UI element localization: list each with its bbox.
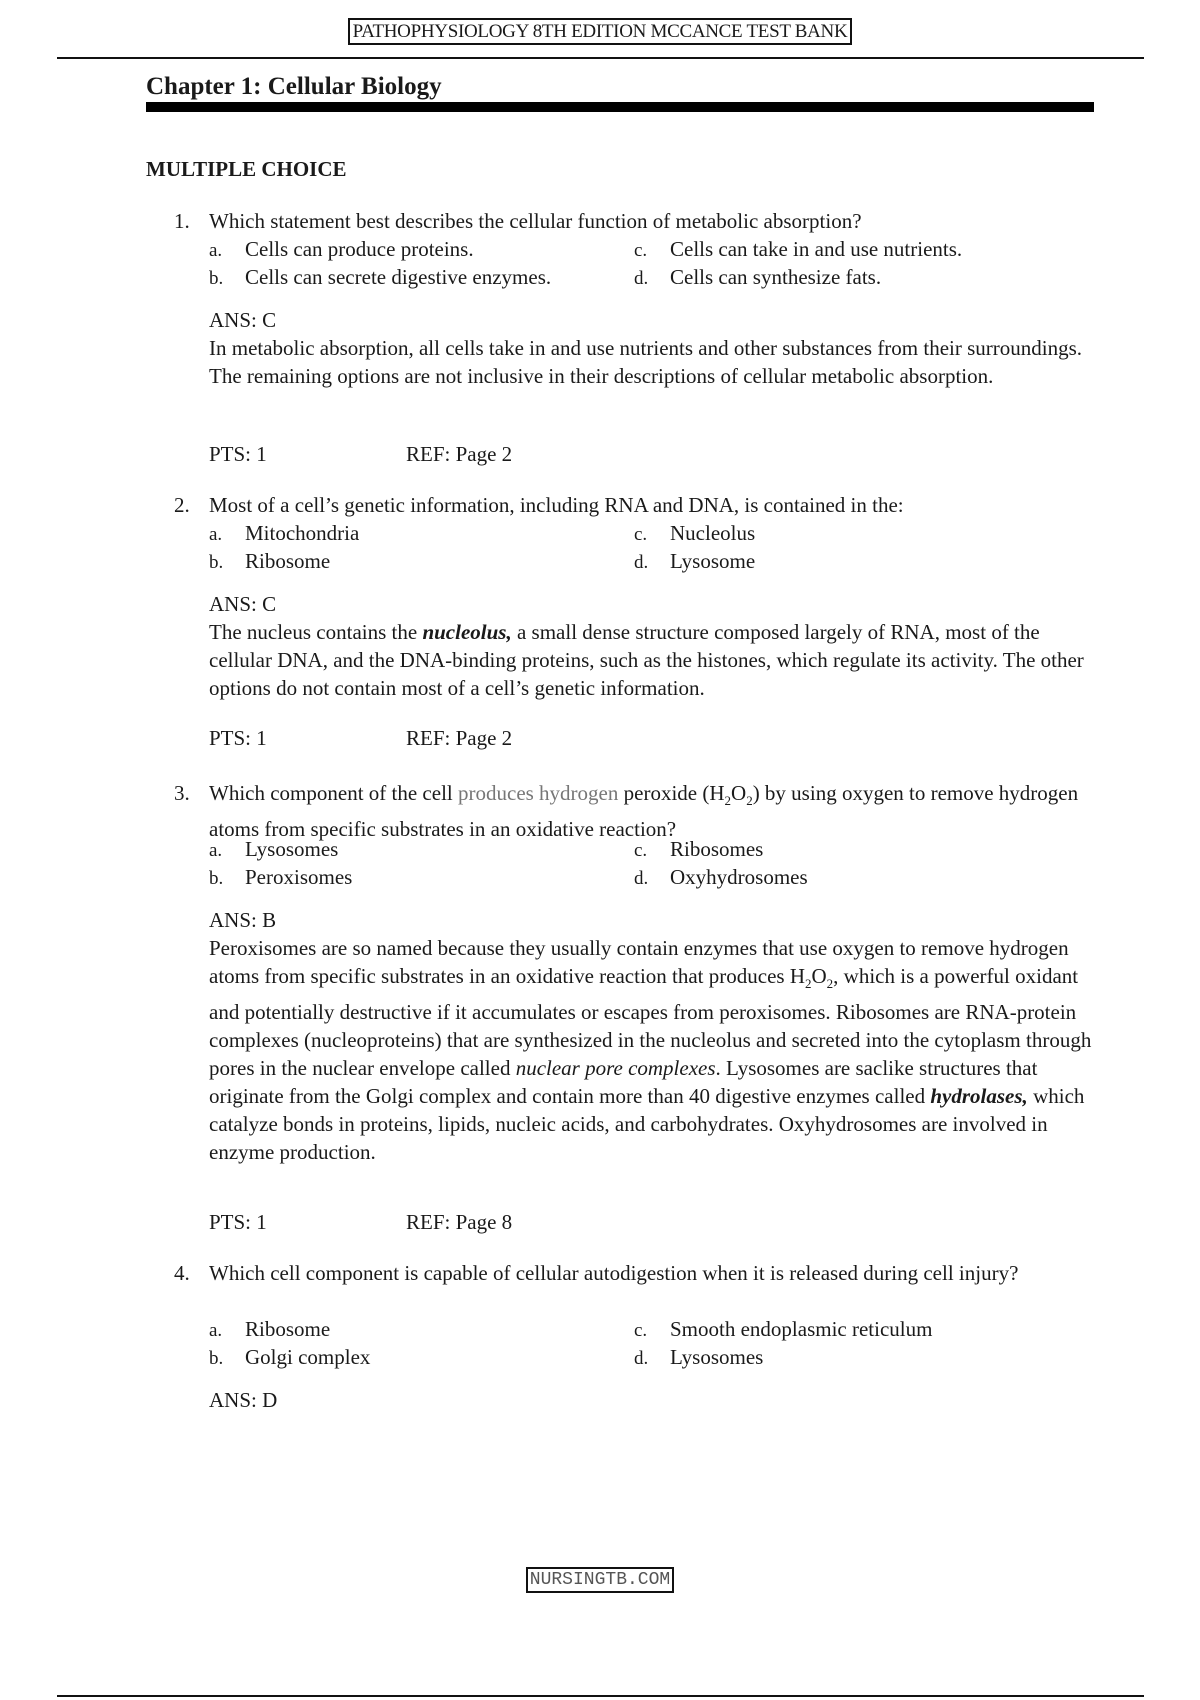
choice-text: Cells can secrete digestive enzymes. — [245, 265, 552, 289]
rationale-emphasis: nuclear pore complexes — [515, 1056, 716, 1081]
question-text-part: Which component of the cell — [209, 781, 458, 805]
choice-a[interactable] — [209, 519, 359, 547]
choice-text: Golgi complex — [245, 1345, 371, 1369]
question-number: 4. — [174, 1261, 190, 1285]
question-text: Which cell component is capable of cellular autodigestion when it is released during cell injury? — [209, 1261, 1019, 1285]
question-text-part: O — [731, 781, 747, 805]
answer-key: ANS: D — [209, 1388, 278, 1412]
choice-letter: b. — [209, 552, 224, 573]
choice-text: Cells can take in and use nutrients. — [670, 237, 963, 261]
choice-text: Lysosome — [670, 549, 756, 573]
subscript: 2 — [826, 976, 834, 992]
answer-key: ANS: C — [209, 592, 277, 616]
choice-letter: a. — [209, 1320, 223, 1341]
answer-key: ANS: C — [209, 308, 277, 332]
choice-d[interactable] — [634, 263, 881, 291]
choice-letter: c. — [634, 524, 648, 545]
choice-d[interactable] — [634, 1343, 763, 1371]
choice-c[interactable] — [634, 1315, 932, 1343]
question-text-part: produces hydrogen — [458, 781, 619, 805]
choice-letter: c. — [634, 1320, 648, 1341]
choice-text: Cells can synthesize fats. — [670, 265, 882, 289]
top-divider — [57, 57, 1144, 59]
rationale-text: O — [811, 964, 827, 988]
choice-letter: d. — [634, 268, 649, 289]
choice-b[interactable] — [209, 863, 352, 891]
choice-text: Ribosome — [245, 549, 331, 573]
choice-letter: a. — [209, 524, 223, 545]
answer-key: ANS: B — [209, 908, 277, 932]
question-text-part: peroxide (H — [618, 781, 725, 805]
choice-a[interactable] — [209, 235, 474, 263]
choice-letter: b. — [209, 868, 224, 889]
points: PTS: 1 — [209, 726, 267, 750]
rationale-text: , which is a powerful oxidant and potentially destructive if it accumulates or escapes from peroxisomes. Ribosomes are RNA-protein complexes (nucleoproteins) that are synthesized in the nucleolus and secreted into the cytoplasm through pores in the nuclear envelope called — [209, 964, 1092, 1081]
choice-text: Peroxisomes — [245, 865, 353, 889]
choice-text: Lysosomes — [670, 1345, 764, 1369]
question-number: 3. — [174, 781, 190, 805]
choice-letter: d. — [634, 868, 649, 889]
choice-b[interactable] — [209, 263, 551, 291]
choice-text: Nucleolus — [670, 521, 756, 545]
points-reference — [209, 440, 513, 468]
chapter-title: Chapter 1: Cellular Biology — [146, 73, 442, 100]
page-reference: REF: Page 8 — [406, 1210, 513, 1234]
choice-c[interactable] — [634, 835, 763, 863]
choice-text: Ribosomes — [670, 837, 764, 861]
choice-text: Smooth endoplasmic reticulum — [670, 1317, 933, 1341]
rationale-text: a small dense structure composed largely of RNA, most of the cellular DNA, and the DNA-binding proteins, such as the histones, which regulate its activity. The other options do not contain most of a cell’s genetic information. — [209, 620, 1084, 700]
subscript: 2 — [724, 793, 732, 809]
choice-letter: c. — [634, 240, 648, 261]
rationale-emphasis: hydrolases, — [930, 1084, 1028, 1109]
choice-letter: c. — [634, 840, 648, 861]
choice-b[interactable] — [209, 547, 330, 575]
question-text: Most of a cell’s genetic information, including RNA and DNA, is contained in the: — [209, 493, 904, 517]
rationale — [209, 934, 1099, 1166]
page-reference: REF: Page 2 — [406, 442, 513, 466]
page-footer — [0, 1567, 1200, 1593]
question-number: 2. — [174, 493, 190, 517]
rationale-text: . Lysosomes are saclike structures that originate from the Golgi complex and contain more than 40 digestive enzymes called — [209, 1056, 1038, 1109]
bottom-divider — [57, 1695, 1144, 1697]
choice-letter: a. — [209, 240, 223, 261]
choice-text: Oxyhydrosomes — [670, 865, 808, 889]
choice-c[interactable] — [634, 235, 962, 263]
rationale: In metabolic absorption, all cells take in and use nutrients and other substances from their surroundings. The remaining options are not inclusive in their descriptions of cellular metabolic absorption. — [209, 336, 1083, 388]
rationale-text: which catalyze bonds in proteins, lipids, nucleic acids, and carbohydrates. Oxyhydrosomes are involved in enzyme production. — [209, 1084, 1085, 1165]
choice-d[interactable] — [634, 863, 808, 891]
section-title: MULTIPLE CHOICE — [146, 157, 347, 181]
question-text-part: ) by using oxygen to remove hydrogen atoms from specific substrates in an oxidative reaction? — [209, 781, 1079, 842]
rationale-text: The nucleus contains the — [209, 620, 423, 644]
points: PTS: 1 — [209, 442, 267, 466]
page-reference: REF: Page 2 — [406, 726, 513, 750]
page-header — [0, 18, 1200, 45]
rationale-emphasis: nucleolus, — [422, 620, 512, 644]
choice-letter: b. — [209, 1348, 224, 1369]
points-reference — [209, 724, 513, 752]
choice-text: Mitochondria — [245, 521, 360, 545]
rationale-text: Peroxisomes are so named because they usually contain enzymes that use oxygen to remove hydrogen atoms from specific substrates in an oxidative reaction that produces H — [209, 936, 1069, 988]
question-number: 1. — [174, 209, 190, 233]
question-text — [209, 779, 1089, 843]
choice-a[interactable] — [209, 1315, 330, 1343]
choice-letter: d. — [634, 552, 649, 573]
choice-b[interactable] — [209, 1343, 370, 1371]
choice-letter: a. — [209, 840, 223, 861]
choice-d[interactable] — [634, 547, 755, 575]
question-text: Which statement best describes the cellular function of metabolic absorption? — [209, 209, 862, 233]
subscript: 2 — [746, 793, 753, 809]
points-reference — [209, 1208, 513, 1236]
choice-text: Cells can produce proteins. — [245, 237, 474, 261]
choice-c[interactable] — [634, 519, 755, 547]
choice-a[interactable] — [209, 835, 338, 863]
choice-letter: b. — [209, 268, 224, 289]
chapter-rule — [146, 102, 1094, 112]
document-title: PATHOPHYSIOLOGY 8TH EDITION MCCANCE TEST BANK — [348, 18, 853, 45]
choice-letter: d. — [634, 1348, 649, 1369]
footer-watermark: NURSINGTB.COM — [526, 1567, 674, 1593]
subscript: 2 — [805, 976, 812, 992]
choice-text: Ribosome — [245, 1317, 331, 1341]
choice-text: Lysosomes — [245, 837, 339, 861]
points: PTS: 1 — [209, 1210, 267, 1234]
rationale — [209, 618, 1099, 702]
